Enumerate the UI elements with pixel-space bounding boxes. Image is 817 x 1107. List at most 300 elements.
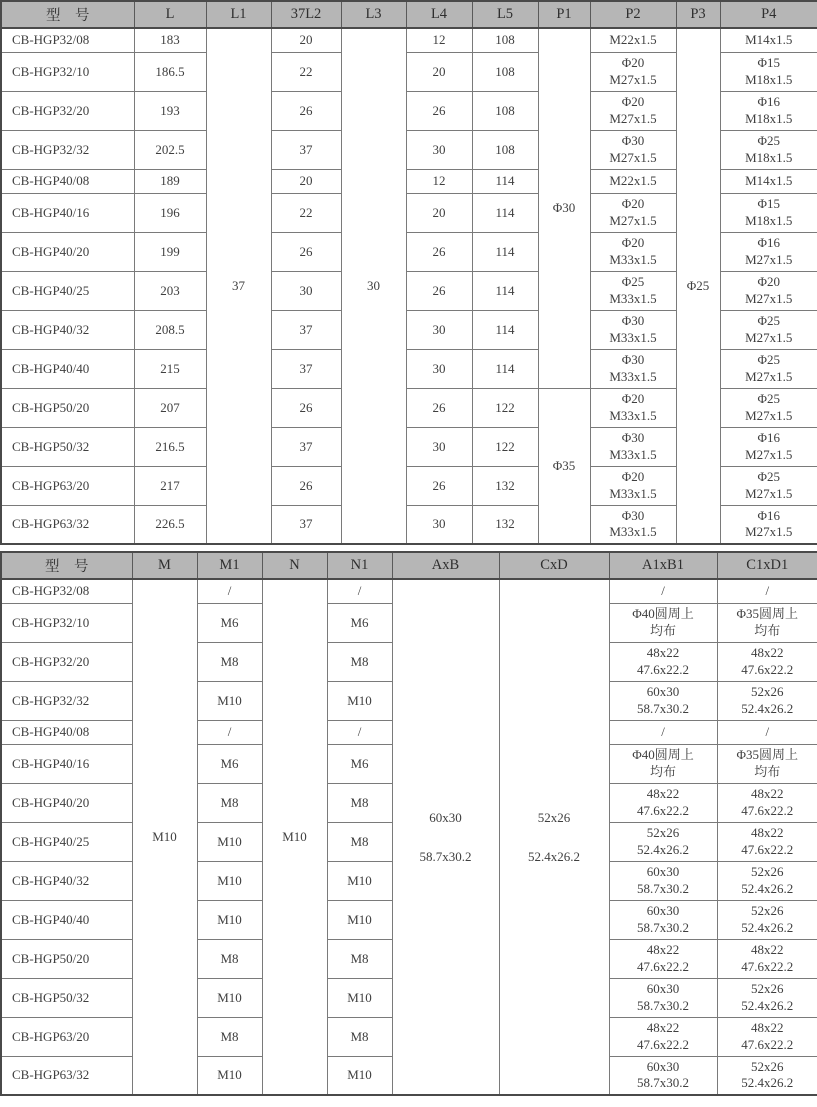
cell-line: 58.7x30.2 (637, 700, 689, 716)
value-cell: 216.5 (134, 427, 206, 466)
model-cell: CB-HGP63/20 (1, 466, 134, 505)
value-cell (717, 1056, 817, 1095)
value-cell (609, 681, 717, 720)
value-cell (717, 978, 817, 1017)
cell-line: 48x22 (646, 786, 680, 801)
cell-line: Φ35圆周上 (736, 747, 798, 762)
model-cell: CB-HGP32/08 (1, 28, 134, 52)
value-cell: 26 (271, 91, 341, 130)
value-cell (590, 505, 676, 544)
value-cell (609, 642, 717, 681)
value-cell: M10 (197, 900, 262, 939)
value-cell: M6 (197, 744, 262, 783)
value-cell: M10 (327, 681, 392, 720)
cell-line: Φ20 (757, 274, 780, 289)
value-cell: 20 (406, 193, 472, 232)
cell-line: Φ40圆周上 (632, 747, 694, 762)
value-cell (590, 130, 676, 169)
cell-line: M27x1.5 (745, 329, 793, 345)
value-cell: M10 (327, 861, 392, 900)
value-cell (720, 349, 817, 388)
value-cell: M10 (327, 900, 392, 939)
cell-line: M33x1.5 (609, 407, 657, 423)
cell-line: M18x1.5 (745, 71, 793, 87)
cell-line: Φ20 (621, 235, 645, 250)
value-cell: 132 (472, 466, 538, 505)
value-cell (717, 1017, 817, 1056)
value-cell (717, 744, 817, 783)
cell-line: 52.4x26.2 (637, 841, 689, 857)
cell-line: 52.4x26.2 (741, 880, 794, 896)
value-cell: 30 (406, 349, 472, 388)
model-cell: CB-HGP32/10 (1, 603, 132, 642)
value-cell: 217 (134, 466, 206, 505)
value-cell: 37 (271, 349, 341, 388)
value-cell: 26 (271, 466, 341, 505)
value-cell (609, 1017, 717, 1056)
value-cell: 37 (271, 310, 341, 349)
value-cell: / (197, 720, 262, 744)
value-cell (717, 939, 817, 978)
cell-line: Φ16 (757, 235, 780, 250)
column-header: A1xB1 (609, 552, 717, 579)
value-cell: 208.5 (134, 310, 206, 349)
model-cell: CB-HGP40/25 (1, 822, 132, 861)
value-cell (717, 642, 817, 681)
value-cell: / (197, 579, 262, 603)
cell-line: 47.6x22.2 (637, 802, 689, 818)
value-cell: 189 (134, 169, 206, 193)
model-cell: CB-HGP40/16 (1, 193, 134, 232)
value-cell: / (609, 579, 717, 603)
value-cell: 20 (271, 169, 341, 193)
value-cell: 193 (134, 91, 206, 130)
cell-line: Φ15 (757, 55, 780, 70)
column-header: AxB (392, 552, 499, 579)
model-cell: CB-HGP32/08 (1, 579, 132, 603)
cell-line: 60x30 (646, 981, 680, 996)
value-cell (717, 681, 817, 720)
value-cell: 203 (134, 271, 206, 310)
cell-line: M33x1.5 (609, 485, 657, 501)
value-cell (609, 978, 717, 1017)
value-cell (590, 52, 676, 91)
value-cell (720, 232, 817, 271)
value-cell (720, 505, 817, 544)
value-cell: M10 (132, 579, 197, 1095)
value-cell: M8 (327, 783, 392, 822)
value-cell: M14x1.5 (720, 169, 817, 193)
column-header: L5 (472, 1, 538, 28)
value-cell: M8 (327, 642, 392, 681)
value-cell (609, 861, 717, 900)
model-cell: CB-HGP63/20 (1, 1017, 132, 1056)
value-cell: M22x1.5 (590, 169, 676, 193)
value-cell: 122 (472, 388, 538, 427)
cell-line: 均布 (649, 622, 676, 638)
cell-line: M27x1.5 (745, 251, 793, 267)
column-header: 型 号 (1, 1, 134, 28)
value-cell: 30 (406, 505, 472, 544)
value-cell: M22x1.5 (590, 28, 676, 52)
value-cell: M10 (197, 1056, 262, 1095)
value-cell: M8 (197, 642, 262, 681)
table-row (1, 579, 817, 603)
cell-line: 47.6x22.2 (637, 958, 689, 974)
cell-line: 52x26 (646, 825, 680, 840)
value-cell: 20 (271, 28, 341, 52)
cell-line: M27x1.5 (745, 407, 793, 423)
value-cell: 108 (472, 52, 538, 91)
column-header: M (132, 552, 197, 579)
model-cell: CB-HGP50/20 (1, 939, 132, 978)
value-cell (590, 349, 676, 388)
column-header: CxD (499, 552, 609, 579)
model-cell: CB-HGP40/25 (1, 271, 134, 310)
cell-line: Φ25 (621, 274, 645, 289)
value-cell: 12 (406, 169, 472, 193)
cell-line: M18x1.5 (745, 212, 793, 228)
cell-line: 58.7x30.2 (637, 919, 689, 935)
cell-line: 60x30 (646, 684, 680, 699)
header-row (1, 552, 817, 579)
cell-line: Φ25 (757, 391, 780, 406)
value-cell: 108 (472, 130, 538, 169)
value-cell: 183 (134, 28, 206, 52)
model-cell: CB-HGP50/32 (1, 427, 134, 466)
value-cell (590, 427, 676, 466)
cell-line: Φ15 (757, 196, 780, 211)
value-cell (590, 193, 676, 232)
cell-line: M27x1.5 (609, 212, 657, 228)
cell-line: 58.7x30.2 (637, 880, 689, 896)
value-cell: M6 (197, 603, 262, 642)
value-cell: 26 (406, 91, 472, 130)
value-cell: 26 (406, 388, 472, 427)
value-cell (720, 130, 817, 169)
model-cell: CB-HGP40/40 (1, 900, 132, 939)
value-cell: 215 (134, 349, 206, 388)
value-cell: 199 (134, 232, 206, 271)
model-cell: CB-HGP32/20 (1, 642, 132, 681)
value-cell (717, 603, 817, 642)
cell-line: 均布 (649, 763, 676, 779)
cell-line: 52x26 (751, 903, 784, 918)
cell-line: M27x1.5 (609, 149, 657, 165)
value-cell (720, 193, 817, 232)
cell-line: 48x22 (751, 645, 784, 660)
cell-line: 48x22 (646, 942, 680, 957)
dimensions-table-mounting-flanges (0, 551, 817, 1096)
value-cell (720, 466, 817, 505)
value-cell: M14x1.5 (720, 28, 817, 52)
value-cell: 26 (406, 232, 472, 271)
cell-line: M33x1.5 (609, 290, 657, 306)
value-cell: M10 (327, 1056, 392, 1095)
cell-line: M18x1.5 (745, 149, 793, 165)
model-cell: CB-HGP50/32 (1, 978, 132, 1017)
cell-line: M18x1.5 (745, 110, 793, 126)
value-cell: M8 (197, 783, 262, 822)
value-cell: 186.5 (134, 52, 206, 91)
column-header: N (262, 552, 327, 579)
cell-line: 52x26 (751, 864, 784, 879)
value-cell: M10 (197, 861, 262, 900)
model-cell: CB-HGP40/32 (1, 310, 134, 349)
value-cell: M8 (197, 1017, 262, 1056)
value-cell: M8 (327, 939, 392, 978)
model-cell: CB-HGP50/20 (1, 388, 134, 427)
value-cell: 37 (271, 130, 341, 169)
column-header: N1 (327, 552, 392, 579)
value-cell (499, 579, 609, 1095)
cell-line: 52x26 (751, 684, 784, 699)
value-cell: 26 (271, 232, 341, 271)
value-cell: 26 (406, 466, 472, 505)
value-cell: M10 (262, 579, 327, 1095)
cell-line: Φ20 (621, 55, 645, 70)
cell-line: 52.4x26.2 (741, 997, 794, 1013)
value-cell: M10 (327, 978, 392, 1017)
column-header: L (134, 1, 206, 28)
value-cell: 114 (472, 349, 538, 388)
value-cell: 22 (271, 52, 341, 91)
value-cell: 30 (406, 427, 472, 466)
column-header: 37L2 (271, 1, 341, 28)
value-cell: / (717, 579, 817, 603)
value-cell (590, 271, 676, 310)
cell-line: 52.4x26.2 (741, 919, 794, 935)
cell-line: Φ30 (621, 133, 645, 148)
value-cell (720, 91, 817, 130)
value-cell: M8 (327, 822, 392, 861)
cell-line: M33x1.5 (609, 446, 657, 462)
value-cell: M10 (197, 822, 262, 861)
model-cell: CB-HGP40/08 (1, 720, 132, 744)
value-cell: 37 (206, 28, 271, 544)
model-cell: CB-HGP32/10 (1, 52, 134, 91)
model-cell: CB-HGP63/32 (1, 1056, 132, 1095)
value-cell (717, 783, 817, 822)
value-cell: 207 (134, 388, 206, 427)
value-cell: M8 (327, 1017, 392, 1056)
model-cell: CB-HGP32/32 (1, 681, 132, 720)
cell-line: 48x22 (646, 1020, 680, 1035)
column-header: P4 (720, 1, 817, 28)
cell-line: 60x30 (646, 864, 680, 879)
value-cell (590, 232, 676, 271)
value-cell: 30 (406, 310, 472, 349)
column-header: P2 (590, 1, 676, 28)
value-cell: Φ30 (538, 28, 590, 388)
value-cell (609, 603, 717, 642)
column-header: L4 (406, 1, 472, 28)
cell-line: Φ25 (757, 469, 780, 484)
cell-line: Φ25 (757, 352, 780, 367)
value-cell (720, 271, 817, 310)
value-cell (717, 822, 817, 861)
column-header: C1xD1 (717, 552, 817, 579)
value-cell: / (327, 579, 392, 603)
value-cell: 196 (134, 193, 206, 232)
model-cell: CB-HGP63/32 (1, 505, 134, 544)
value-cell (590, 310, 676, 349)
cell-line: M27x1.5 (745, 485, 793, 501)
cell-line: 均布 (754, 622, 781, 638)
header-row (1, 1, 817, 28)
value-cell: / (717, 720, 817, 744)
cell-line: M33x1.5 (609, 251, 657, 267)
cell-line: 47.6x22.2 (741, 1036, 794, 1052)
value-cell: 132 (472, 505, 538, 544)
value-cell: 226.5 (134, 505, 206, 544)
value-cell: M8 (197, 939, 262, 978)
value-cell (590, 91, 676, 130)
value-cell: 30 (271, 271, 341, 310)
model-cell: CB-HGP40/20 (1, 232, 134, 271)
value-cell: 202.5 (134, 130, 206, 169)
value-cell: 22 (271, 193, 341, 232)
column-header: P1 (538, 1, 590, 28)
cell-line: 52.4x26.2 (528, 849, 580, 864)
cell-line: M33x1.5 (609, 524, 657, 540)
value-cell (720, 427, 817, 466)
cell-line: 60x30 (646, 1058, 680, 1074)
value-cell: M6 (327, 603, 392, 642)
cell-line: Φ40圆周上 (632, 606, 694, 621)
value-cell (392, 579, 499, 1095)
cell-line: 47.6x22.2 (741, 958, 794, 974)
value-cell (720, 310, 817, 349)
model-cell: CB-HGP40/08 (1, 169, 134, 193)
model-cell: CB-HGP40/16 (1, 744, 132, 783)
cell-line: Φ16 (757, 430, 780, 445)
value-cell (609, 744, 717, 783)
cell-line: Φ20 (621, 196, 645, 211)
cell-line: 均布 (754, 763, 781, 779)
cell-line: 58.7x30.2 (419, 849, 472, 864)
cell-line: 47.6x22.2 (637, 661, 689, 677)
value-cell: 114 (472, 169, 538, 193)
cell-line: M27x1.5 (609, 110, 657, 126)
cell-line: 60x30 (646, 903, 680, 918)
value-cell (609, 900, 717, 939)
value-cell: / (609, 720, 717, 744)
cell-line: Φ20 (621, 469, 645, 484)
cell-line: Φ25 (757, 133, 780, 148)
value-cell (720, 388, 817, 427)
cell-line: 52x26 (537, 810, 571, 825)
cell-line: Φ30 (621, 352, 645, 367)
value-cell (590, 466, 676, 505)
table-row (1, 28, 817, 52)
value-cell (717, 861, 817, 900)
column-header: 型 号 (1, 552, 132, 579)
value-cell (590, 388, 676, 427)
column-header: L1 (206, 1, 271, 28)
cell-line: Φ16 (757, 507, 780, 523)
cell-line: Φ30 (621, 313, 645, 328)
value-cell: 108 (472, 91, 538, 130)
cell-line: M33x1.5 (609, 368, 657, 384)
value-cell: 30 (406, 130, 472, 169)
cell-line: M33x1.5 (609, 329, 657, 345)
value-cell: 108 (472, 28, 538, 52)
model-cell: CB-HGP32/20 (1, 91, 134, 130)
column-header: L3 (341, 1, 406, 28)
model-cell: CB-HGP40/32 (1, 861, 132, 900)
cell-line: M27x1.5 (745, 290, 793, 306)
cell-line: 47.6x22.2 (637, 1036, 689, 1052)
value-cell: 20 (406, 52, 472, 91)
cell-line: 52x26 (751, 1058, 784, 1074)
value-cell (609, 822, 717, 861)
value-cell: 114 (472, 310, 538, 349)
value-cell (609, 783, 717, 822)
cell-line: Φ16 (757, 94, 780, 109)
cell-line: 52.4x26.2 (741, 700, 794, 716)
column-header: P3 (676, 1, 720, 28)
dimensions-table-lengths-ports (0, 0, 817, 545)
value-cell: 114 (472, 271, 538, 310)
value-cell: / (327, 720, 392, 744)
cell-line: 52.4x26.2 (741, 1075, 794, 1091)
cell-line: Φ30 (621, 507, 645, 523)
value-cell: 122 (472, 427, 538, 466)
value-cell: 12 (406, 28, 472, 52)
model-cell: CB-HGP40/40 (1, 349, 134, 388)
cell-line: 48x22 (646, 645, 680, 660)
cell-line: 58.7x30.2 (637, 997, 689, 1013)
value-cell: 26 (271, 388, 341, 427)
value-cell: 30 (341, 28, 406, 544)
value-cell: Φ35 (538, 388, 590, 544)
cell-line: Φ35圆周上 (736, 606, 798, 621)
value-cell: 114 (472, 193, 538, 232)
cell-line: 60x30 (429, 810, 462, 825)
cell-line: M27x1.5 (745, 368, 793, 384)
value-cell: 26 (406, 271, 472, 310)
cell-line: 58.7x30.2 (637, 1075, 689, 1091)
value-cell (717, 900, 817, 939)
cell-line: 48x22 (751, 1020, 784, 1035)
cell-line: Φ20 (621, 94, 645, 109)
cell-line: 48x22 (751, 942, 784, 957)
value-cell: 114 (472, 232, 538, 271)
value-cell: 37 (271, 427, 341, 466)
cell-line: 47.6x22.2 (741, 841, 794, 857)
value-cell (609, 1056, 717, 1095)
cell-line: 52x26 (751, 981, 784, 996)
value-cell (609, 939, 717, 978)
cell-line: 47.6x22.2 (741, 661, 794, 677)
cell-line: M27x1.5 (745, 524, 793, 540)
model-cell: CB-HGP32/32 (1, 130, 134, 169)
value-cell: M10 (197, 681, 262, 720)
value-cell (720, 52, 817, 91)
value-cell: M10 (197, 978, 262, 1017)
cell-line: 48x22 (751, 786, 784, 801)
model-cell: CB-HGP40/20 (1, 783, 132, 822)
cell-line: M27x1.5 (745, 446, 793, 462)
value-cell: 37 (271, 505, 341, 544)
cell-line: Φ25 (757, 313, 780, 328)
cell-line: 47.6x22.2 (741, 802, 794, 818)
cell-line: M27x1.5 (609, 71, 657, 87)
value-cell: Φ25 (676, 28, 720, 544)
value-cell: M6 (327, 744, 392, 783)
cell-line: Φ20 (621, 391, 645, 406)
